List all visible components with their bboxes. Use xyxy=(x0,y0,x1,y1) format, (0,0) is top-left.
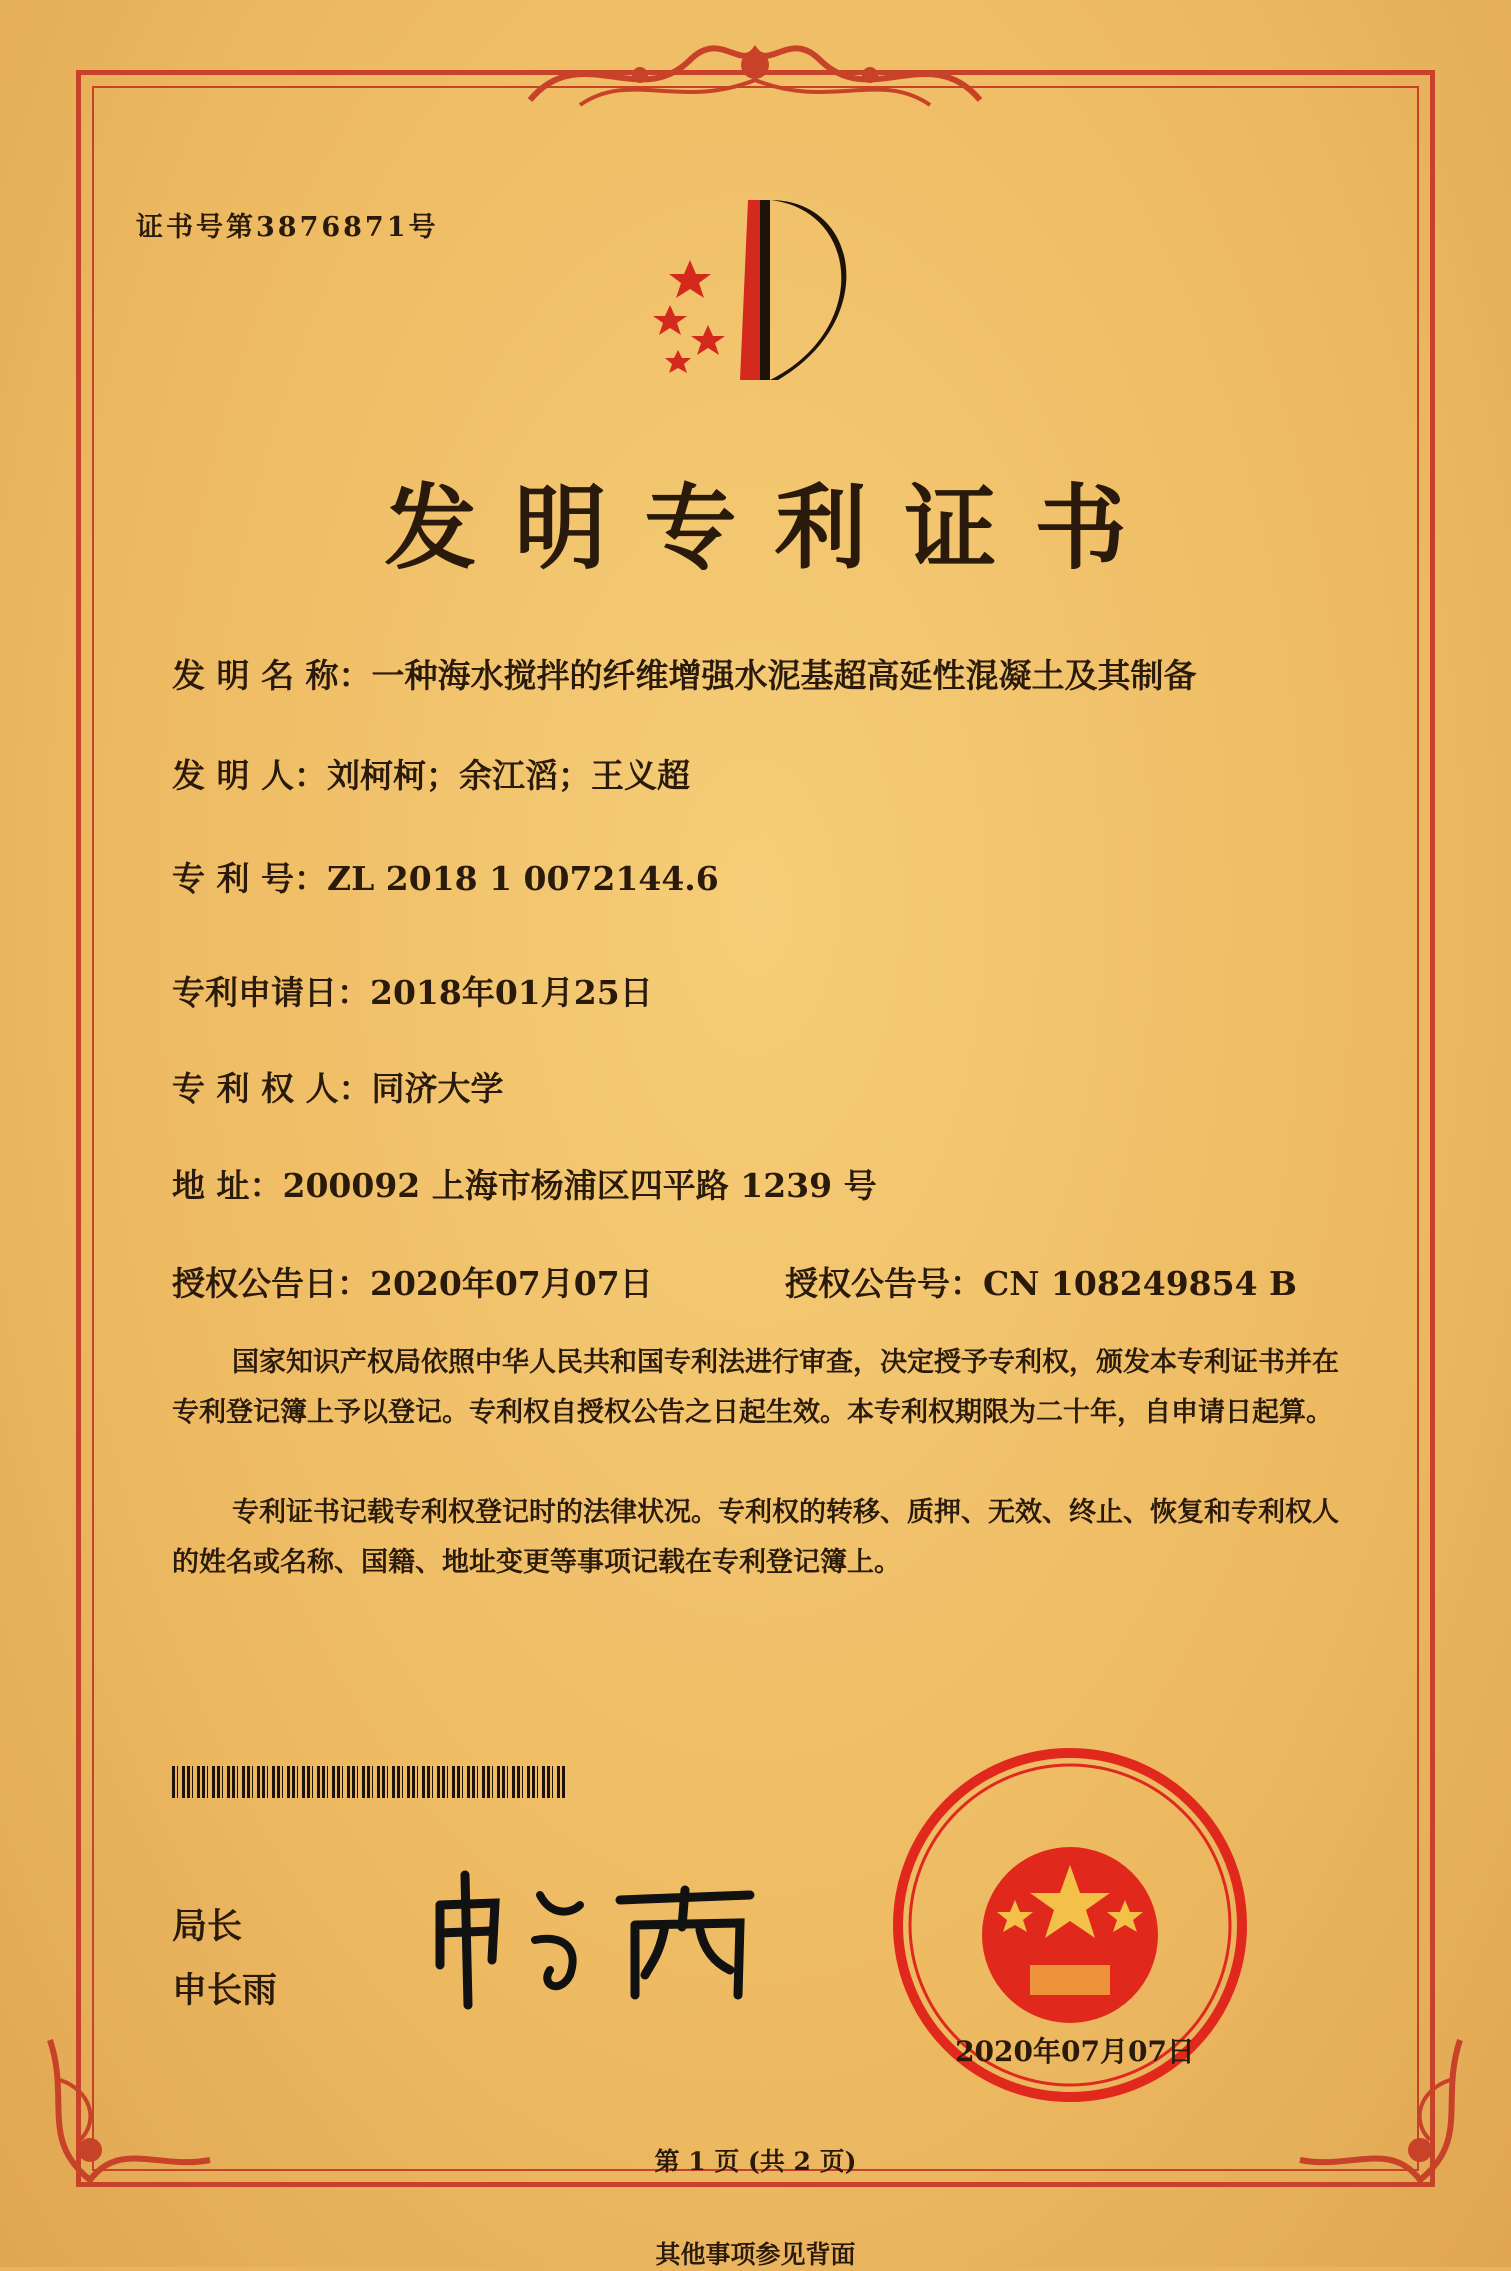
inventors-label: 发 明 人： xyxy=(172,756,327,795)
address-value: 200092 上海市杨浦区四平路 1239 号 xyxy=(282,1166,877,1205)
top-ornament-icon xyxy=(520,20,990,120)
footer-note: 其他事项参见背面 xyxy=(655,2240,856,2269)
patent-number-row xyxy=(172,853,1351,900)
address-row xyxy=(172,1160,1351,1207)
address-label: 地 址： xyxy=(172,1166,283,1205)
patent-number-value: ZL 2018 1 0072144.6 xyxy=(326,859,719,898)
patent-number-label: 专 利 号： xyxy=(172,859,327,898)
patentee-row xyxy=(172,1063,1351,1110)
filing-date-value: 2018年01月25日 xyxy=(370,973,653,1012)
certificate-number: 证书号第3876871号 xyxy=(136,212,439,243)
grant-number-value: CN 108249854 B xyxy=(983,1264,1297,1303)
signature-icon xyxy=(420,1855,770,2015)
invention-name-row xyxy=(172,650,1351,697)
director-title: 局长 xyxy=(172,1906,243,1947)
grant-number-row xyxy=(785,1258,1297,1305)
invention-name-value: 一种海水搅拌的纤维增强水泥基超高延性混凝土及其制备 xyxy=(371,656,1197,695)
inventors-value: 刘柯柯；余江滔；王义超 xyxy=(326,756,690,795)
invention-name-label: 发 明 名 称： xyxy=(172,656,372,695)
grant-date-label: 授权公告日： xyxy=(172,1264,370,1303)
inventors-row xyxy=(172,750,1351,797)
filing-date-row xyxy=(172,967,1351,1014)
certificate-title: 发明专利证书 xyxy=(384,474,1165,582)
grant-number-label: 授权公告号： xyxy=(785,1264,983,1303)
filing-date-label: 专利申请日： xyxy=(172,973,370,1012)
director-block xyxy=(172,1895,277,2023)
cnipa-emblem-icon xyxy=(630,190,880,390)
seal-date: 2020年07月07日 xyxy=(955,2035,1195,2068)
director-name: 申长雨 xyxy=(172,1970,278,2011)
patentee-value: 同济大学 xyxy=(371,1069,504,1108)
barcode xyxy=(172,1766,567,1798)
page-number: 第 1 页 (共 2 页) xyxy=(654,2147,857,2176)
grant-date-value: 2020年07月07日 xyxy=(370,1264,653,1303)
grant-statement-paragraph: 国家知识产权局依照中华人民共和国专利法进行审查，决定授予专利权，颁发本专利证书并在专利登记簿上予以登记。专利权自授权公告之日起生效。本专利权期限为二十年，自申请日起算。 xyxy=(172,1347,1339,1428)
patentee-label: 专 利 权 人： xyxy=(172,1069,372,1108)
legal-status-paragraph: 专利证书记载专利权登记时的法律状况。专利权的转移、质押、无效、终止、恢复和专利权人的姓名或名称、国籍、地址变更等事项记载在专利登记簿上。 xyxy=(172,1497,1339,1578)
